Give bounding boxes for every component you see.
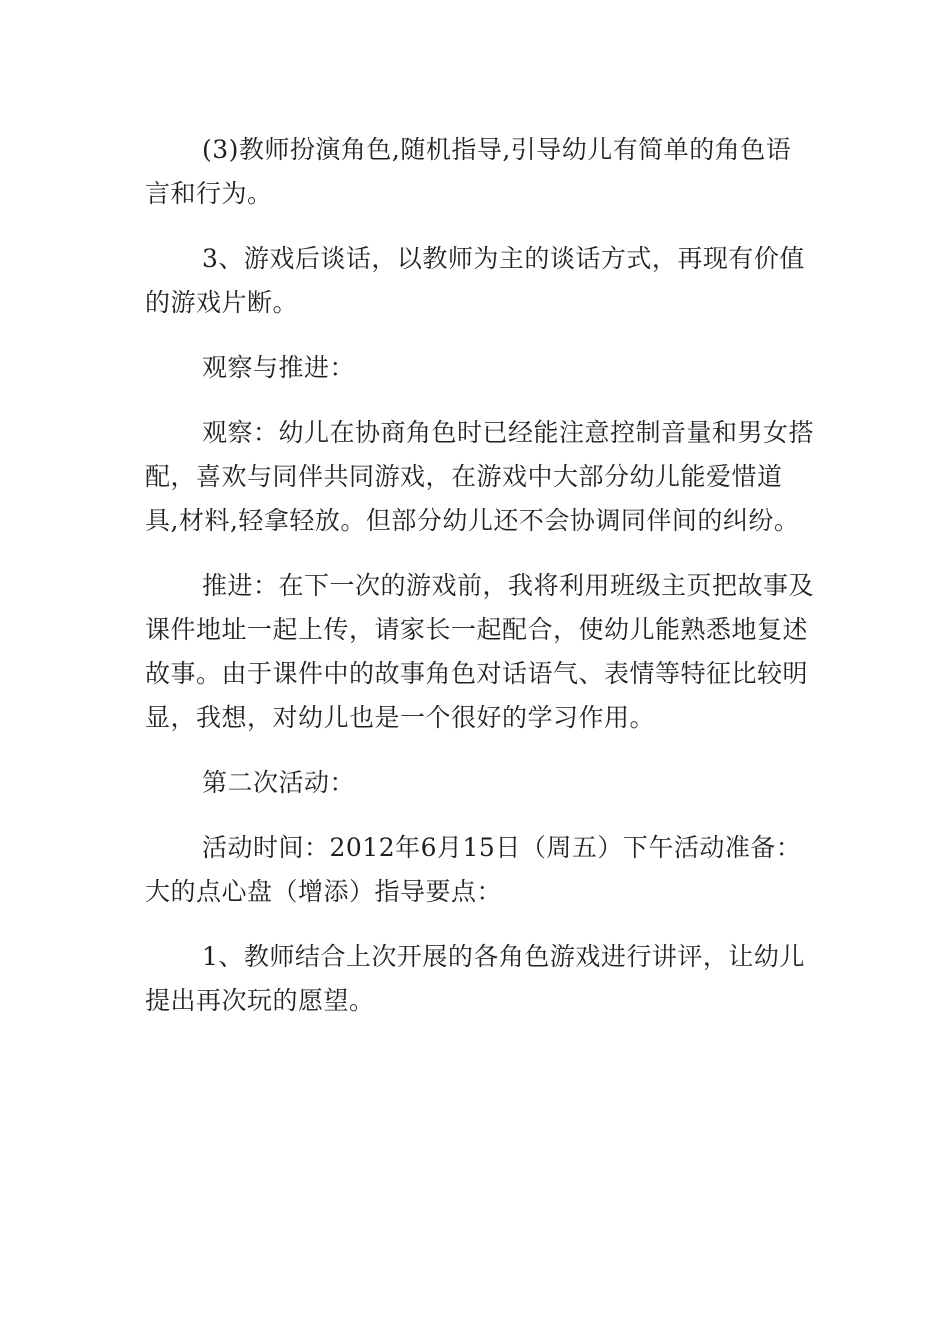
document-body bbox=[145, 128, 815, 1023]
paragraph-post-game-talk: 3、游戏后谈话，以教师为主的谈话方式，再现有价值的游戏片断。 bbox=[145, 244, 805, 317]
paragraph-activity-time: 活动时间：2012年6月15日（周五）下午活动准备：大的点心盘（增添）指导要点： bbox=[145, 833, 802, 906]
paragraph-guidance: (3)教师扮演角色,随机指导,引导幼儿有简单的角色语言和行为。 bbox=[145, 135, 792, 208]
paragraph-observation: 观察：幼儿在协商角色时已经能注意控制音量和男女搭配，喜欢与同伴共同游戏，在游戏中大部分幼儿能爱惜道具,材料,轻拿轻放。但部分幼儿还不会协调同伴间的纠纷。 bbox=[145, 418, 815, 535]
section-heading-observation-advance: 观察与推进： bbox=[202, 353, 356, 382]
paragraph-advance: 推进：在下一次的游戏前，我将利用班级主页把故事及课件地址一起上传，请家长一起配合，使幼儿能熟悉地复述故事。由于课件中的故事角色对话语气、表情等特征比较明显，我想，对幼儿也是一个很好的学习作用。 bbox=[145, 571, 815, 732]
section-heading-second-activity: 第二次活动： bbox=[202, 768, 356, 797]
paragraph-teacher-review: 1、教师结合上次开展的各角色游戏进行讲评，让幼儿提出再次玩的愿望。 bbox=[145, 942, 805, 1015]
